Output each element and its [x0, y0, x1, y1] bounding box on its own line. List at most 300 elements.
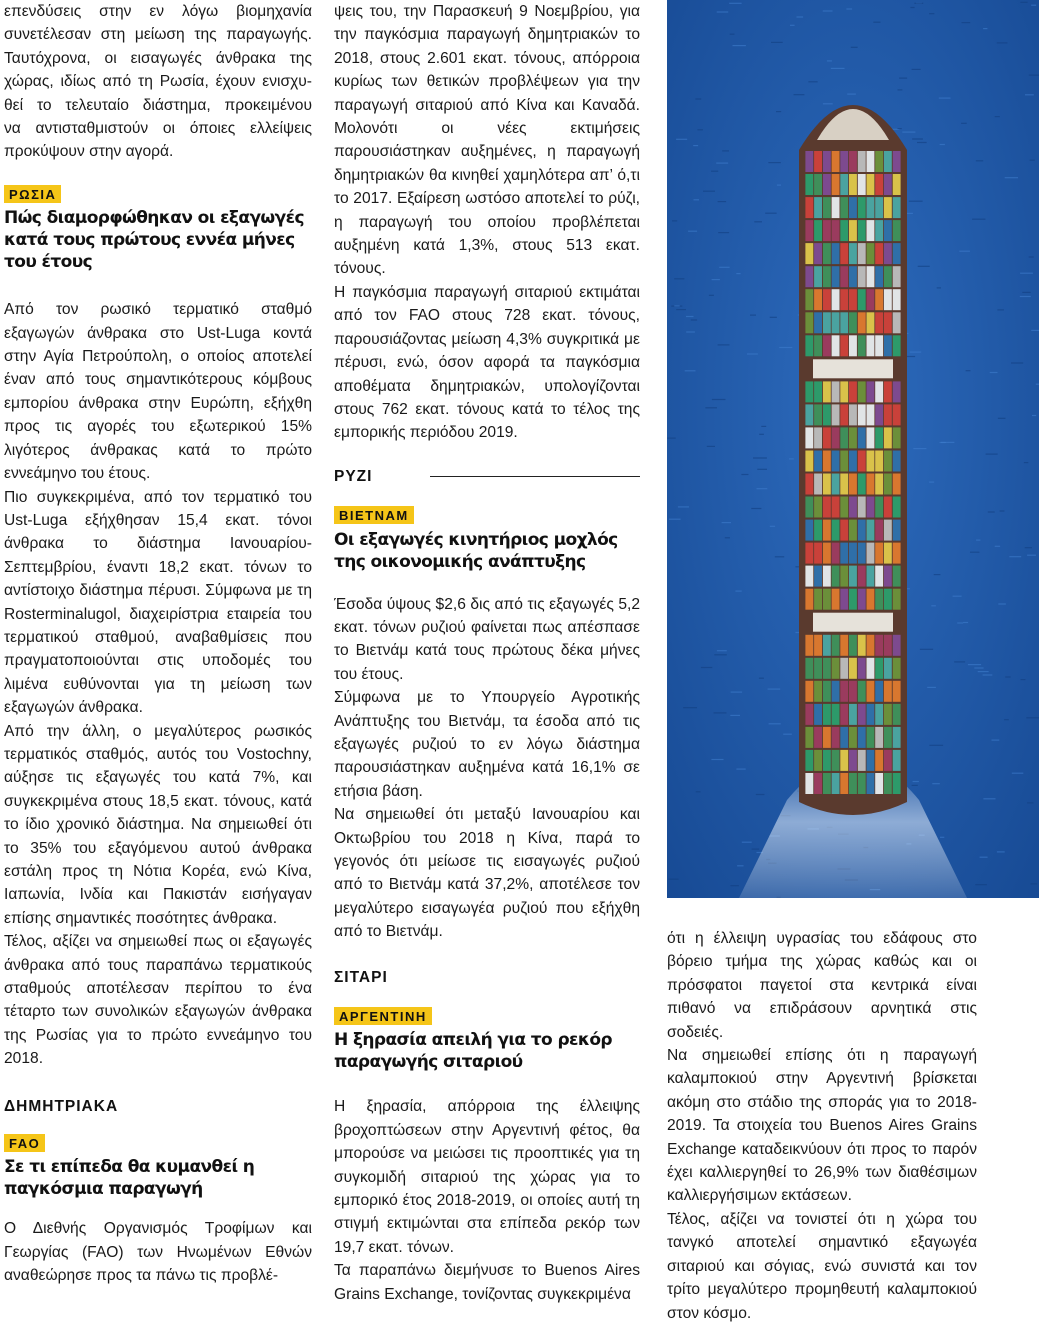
container: [893, 520, 901, 541]
container: [849, 520, 857, 541]
container: [832, 543, 840, 564]
wave-mark: [912, 785, 918, 786]
wave-mark: [771, 42, 783, 43]
container: [884, 174, 892, 195]
container: [893, 220, 901, 241]
container: [814, 773, 822, 794]
container: [875, 243, 883, 264]
container: [893, 151, 901, 172]
container: [858, 335, 866, 356]
wave-mark: [1031, 883, 1038, 884]
container: [823, 335, 831, 356]
wave-mark: [769, 723, 781, 724]
container: [875, 266, 883, 287]
wave-mark: [997, 42, 1008, 43]
wave-mark: [898, 128, 902, 129]
container: [805, 681, 813, 702]
container: [858, 151, 866, 172]
wave-mark: [719, 267, 729, 268]
wave-mark: [995, 546, 1000, 547]
wave-mark: [962, 22, 971, 23]
container: [849, 543, 857, 564]
wave-mark: [693, 145, 698, 146]
wave-mark: [1027, 802, 1033, 803]
container: [875, 750, 883, 771]
wave-mark: [1032, 415, 1036, 416]
container: [867, 312, 875, 333]
wave-mark: [910, 352, 922, 353]
russia-paragraph-1: Από τον ρωσικό τερματικό σταθμό εξαγωγών άνθρακα στο Ust-Luga κοντά στην Αγία Πετρούπολη, ο οποίος αποτελεί έναν από τους σημαντικότερους κόμβους εμπορίου άνθρακα στην Ευρώπη, εξήχθη προς τις αγορές του εξωτερικού 15% λιγότερος άνθρακας κατά το πρώτο εννεάμηνο του έτους.: [4, 301, 312, 483]
container: [849, 727, 857, 748]
container: [893, 773, 901, 794]
container: [832, 589, 840, 610]
container: [823, 312, 831, 333]
container: [858, 289, 866, 310]
intro-line: θεί το τελευταίο διάστημα, προκειμένου: [4, 96, 312, 114]
container: [832, 289, 840, 310]
wave-mark: [730, 715, 740, 716]
container: [832, 773, 840, 794]
wave-mark: [674, 278, 684, 279]
wave-mark: [667, 438, 676, 439]
container: [814, 497, 822, 518]
container: [867, 266, 875, 287]
container: [849, 635, 857, 656]
container: [805, 243, 813, 264]
container: [849, 174, 857, 195]
intro-line: Ταυτόχρονα, οι εισαγωγές άνθρακα της: [4, 49, 312, 67]
container: [858, 427, 866, 448]
wave-mark: [902, 132, 915, 133]
wave-mark: [1030, 160, 1035, 161]
container: [823, 451, 831, 472]
container: [893, 197, 901, 218]
container: [893, 589, 901, 610]
container: [875, 658, 883, 679]
container: [832, 520, 840, 541]
wave-mark: [1025, 94, 1034, 95]
wave-mark: [789, 458, 794, 459]
intro-line: συνετέλεσαν στη μείωση της παραγωγής.: [4, 26, 312, 44]
wave-mark: [717, 11, 729, 12]
fao-paragraph-1: Ο Διεθνής Οργανισμός Τροφίμων και Γεωργίας (FAO) των Ηνωμένων Εθνών αναθεώρησε προς τα πάνω τις προβλέ-: [4, 1220, 312, 1285]
wave-mark: [685, 370, 696, 371]
container: [867, 681, 875, 702]
container: [884, 658, 892, 679]
container: [805, 335, 813, 356]
container: [858, 520, 866, 541]
wave-mark: [1012, 773, 1024, 774]
container: [823, 197, 831, 218]
ship-superstructure: [813, 613, 893, 632]
wave-mark: [937, 287, 941, 288]
container: [823, 427, 831, 448]
wave-mark: [823, 10, 833, 11]
container: [849, 427, 857, 448]
container: [805, 727, 813, 748]
wave-mark: [953, 596, 962, 597]
wave-mark: [718, 201, 727, 202]
wave-mark: [831, 68, 845, 69]
container: [884, 773, 892, 794]
wave-mark: [1011, 362, 1023, 363]
container: [875, 681, 883, 702]
fao-paragraph-2: Η παγκόσμια παραγωγή σιταριού εκτιμάται από τον FAO στους 728 εκατ. τόνους, παρουσιάζοντας μείωση 4,3% συγκριτικά με πέρυσι, ενώ, όσον αφορά τα παγκόσμια αποθέματα δημητριακών, υπολογίζονται στους 762 εκατ. τόνους κατά το τέλος της εμπορικής περιόδου 2019.: [334, 283, 640, 442]
wave-mark: [756, 794, 765, 795]
vietnam-paragraph-3: Να σημειωθεί ότι μεταξύ Ιανουαρίου και Οκτωβρίου του 2018 η Κίνα, παρά το γεγονός ότι μείωσε τις εισαγωγές ρυζιού από το Βιετνάμ κατά 37,2%, αποτέλεσε τον μεγαλύτερο εισαγωγέα ρυζιού που εξήχθη από το Βιετνάμ.: [334, 806, 640, 941]
container: [832, 335, 840, 356]
container: [823, 243, 831, 264]
container: [840, 681, 848, 702]
wave-mark: [725, 537, 730, 538]
container: [823, 497, 831, 518]
container: [814, 404, 822, 425]
wave-mark: [957, 622, 963, 623]
wave-mark: [759, 434, 764, 435]
vietnam-tag: ΒΙΕΤΝΑΜ: [334, 506, 414, 524]
container: [884, 335, 892, 356]
container: [814, 266, 822, 287]
wave-mark: [934, 574, 941, 575]
container: [849, 497, 857, 518]
wave-mark: [722, 522, 731, 523]
container: [832, 451, 840, 472]
container: [867, 566, 875, 587]
container: [840, 704, 848, 725]
wave-mark: [931, 605, 936, 606]
container: [875, 197, 883, 218]
wave-mark: [1004, 719, 1009, 720]
container: [867, 750, 875, 771]
wave-mark: [932, 783, 940, 784]
container: [884, 404, 892, 425]
container: [840, 427, 848, 448]
container: [823, 520, 831, 541]
wave-mark: [686, 316, 694, 317]
container: [840, 151, 848, 172]
container: [893, 727, 901, 748]
container: [849, 289, 857, 310]
container: [884, 427, 892, 448]
container: [840, 312, 848, 333]
container: [840, 335, 848, 356]
container: [805, 451, 813, 472]
wave-mark: [998, 418, 1006, 419]
container: [867, 451, 875, 472]
container: [884, 197, 892, 218]
wave-mark: [1005, 676, 1010, 677]
container: [893, 543, 901, 564]
wave-mark: [976, 540, 980, 541]
container: [867, 220, 875, 241]
container: [858, 635, 866, 656]
container: [875, 589, 883, 610]
container: [823, 404, 831, 425]
wave-mark: [790, 25, 795, 26]
container: [814, 243, 822, 264]
wave-mark: [983, 674, 993, 675]
container: [840, 266, 848, 287]
container: [840, 289, 848, 310]
container: [805, 497, 813, 518]
container: [840, 497, 848, 518]
wave-mark: [1021, 679, 1026, 680]
container: [805, 220, 813, 241]
container: [849, 312, 857, 333]
wave-mark: [717, 650, 727, 651]
container: [805, 658, 813, 679]
container: [867, 497, 875, 518]
wave-mark: [736, 273, 740, 274]
argentina-paragraph-2: Τα παραπάνω διεμήνυσε το Buenos Aires Grains Exchange, τονίζοντας συγκεκριμένα: [334, 1262, 640, 1303]
wave-mark: [691, 319, 697, 320]
wave-mark: [711, 171, 718, 172]
wave-mark: [1029, 75, 1039, 76]
ship-illustration: [667, 0, 1039, 898]
container: [840, 589, 848, 610]
container: [832, 404, 840, 425]
wave-mark: [941, 442, 955, 443]
container: [823, 174, 831, 195]
wave-mark: [761, 426, 766, 427]
wave-mark: [672, 220, 677, 221]
container: [849, 566, 857, 587]
container: [814, 566, 822, 587]
wave-mark: [716, 163, 728, 164]
container: [884, 451, 892, 472]
wave-mark: [735, 591, 741, 592]
wave-mark: [757, 469, 767, 470]
russia-paragraph-4: Τέλος, αξίζει να σημειωθεί πως οι εξαγωγές άνθρακα από τους παραπάνω τερματικούς σταθμούς αποτέλεσαν περίπου το ένα τέταρτο των συνολικών εξαγωγών άνθρακα της Ρωσίας για το πρώτο εννεάμηνο του 2018.: [4, 933, 312, 1068]
container: [884, 381, 892, 402]
wave-mark: [668, 879, 678, 880]
wave-mark: [718, 232, 729, 233]
wave-mark: [1009, 556, 1021, 557]
container: [884, 497, 892, 518]
container: [823, 381, 831, 402]
container: [805, 750, 813, 771]
container: [849, 681, 857, 702]
container: [814, 451, 822, 472]
container: [814, 681, 822, 702]
container: [832, 174, 840, 195]
wave-mark: [730, 34, 735, 35]
wave-mark: [752, 849, 760, 850]
container: [893, 266, 901, 287]
container: [858, 404, 866, 425]
container: [823, 704, 831, 725]
container: [875, 497, 883, 518]
container: [893, 658, 901, 679]
container: [840, 451, 848, 472]
intro-line: χώρας, ιδίως από τη Ρωσία, έχουν ενισχυ-: [4, 73, 312, 91]
wheat-section-title: ΣΙΤΑΡΙ: [334, 968, 388, 986]
container: [832, 197, 840, 218]
container: [823, 151, 831, 172]
container: [884, 589, 892, 610]
wave-mark: [1031, 5, 1036, 6]
container: [858, 566, 866, 587]
container: [849, 658, 857, 679]
container: [849, 220, 857, 241]
container: [858, 543, 866, 564]
container: [858, 589, 866, 610]
container: [805, 381, 813, 402]
container: [875, 773, 883, 794]
wave-mark: [783, 734, 792, 735]
argentina-paragraph-1: Η ξηρασία, απόρροια της έλλειψης βροχοπτώσεων στην Αργεντινή φέτος, θα μπορούσε να μειώσει τις προοπτικές για τη συγκομιδή σιταριού της χώρας για το εμπορικό έτος 2018-2019, οι οποίες αυτή τη στιγμή εκτιμώνται στα επίπεδα ρεκόρ των 19,7 εκατ. τόνων.: [334, 1098, 640, 1256]
container: [858, 474, 866, 495]
wave-mark: [770, 317, 777, 318]
wave-mark: [669, 519, 681, 520]
container: [823, 727, 831, 748]
rice-section-header: [334, 465, 640, 488]
argentina-paragraph-4: Τέλος, αξίζει να τονιστεί ότι η χώρα του τανγκό αποτελεί σημαντικό εξαγωγέα σιταριού και σόγιας, ενώ συνιστά και τον τρίτο μεγαλύτερο προμηθευτή καλαμποκιού στον κόσμο.: [667, 1210, 977, 1322]
container: [849, 266, 857, 287]
column-2: [334, 0, 640, 1306]
wave-mark: [736, 769, 745, 770]
wave-mark: [750, 315, 756, 316]
wave-mark: [972, 219, 985, 220]
container: [875, 335, 883, 356]
container: [875, 474, 883, 495]
vietnam-headline: Οι εξαγωγές κινητήριος μοχλός της οικονομικής ανάπτυξης: [334, 529, 618, 572]
wave-mark: [988, 511, 995, 512]
wave-mark: [990, 372, 998, 373]
wave-mark: [970, 552, 979, 553]
wave-mark: [847, 94, 856, 95]
wave-mark: [737, 865, 743, 866]
wave-mark: [917, 142, 927, 143]
wave-mark: [997, 851, 1005, 852]
intro-paragraph: [4, 0, 312, 164]
container: [867, 289, 875, 310]
wave-mark: [705, 407, 717, 408]
container: [814, 427, 822, 448]
wave-mark: [961, 123, 967, 124]
wave-mark: [914, 3, 923, 4]
container: [884, 566, 892, 587]
container: [840, 543, 848, 564]
container: [867, 704, 875, 725]
container: [823, 220, 831, 241]
wave-mark: [731, 692, 743, 693]
wave-mark: [768, 689, 781, 690]
column-1: [4, 0, 312, 1288]
container-ship-photo: [667, 0, 1039, 898]
wave-mark: [808, 81, 817, 82]
section-divider: [430, 476, 640, 477]
container: [875, 427, 883, 448]
fao-headline: Σε τι επίπεδα θα κυμανθεί η παγκόσμια παραγωγή: [4, 1157, 255, 1200]
container: [832, 151, 840, 172]
argentina-paragraph-2-continued: ότι η έλλειψη υγρασίας του εδάφους στο βόρειο τμήμα της χώρας καθώς και οι πρόσφατοι παγετοί στα κεντρικά είναι πιθανό να επιδράσουν αρνητικά στις σοδειές.: [667, 930, 977, 1041]
container: [805, 266, 813, 287]
wave-mark: [983, 28, 987, 29]
wave-mark: [1020, 296, 1031, 297]
container: [814, 750, 822, 771]
container: [867, 543, 875, 564]
container: [867, 589, 875, 610]
container: [867, 658, 875, 679]
wave-mark: [975, 884, 987, 885]
container: [858, 681, 866, 702]
container: [875, 451, 883, 472]
container: [849, 750, 857, 771]
wave-mark: [770, 526, 775, 527]
wave-mark: [963, 622, 968, 623]
container: [823, 566, 831, 587]
wave-mark: [974, 667, 983, 668]
container: [814, 335, 822, 356]
container: [884, 312, 892, 333]
wave-mark: [968, 664, 981, 665]
container: [832, 681, 840, 702]
container: [893, 427, 901, 448]
wave-mark: [676, 139, 687, 140]
container: [875, 404, 883, 425]
wave-mark: [729, 3, 741, 4]
container: [884, 520, 892, 541]
wave-mark: [703, 191, 715, 192]
vietnam-paragraph-2: Σύμφωνα με το Υπουργείο Αγροτικής Ανάπτυξης του Βιετνάμ, τα έσοδα από τις εξαγωγές ρυζιού το εν λόγω διάστημα παρουσιάστηκαν αυξημένα κατά 16,1% σε ετήσια βάση.: [334, 689, 640, 800]
container: [823, 266, 831, 287]
container: [849, 474, 857, 495]
container: [875, 289, 883, 310]
container: [814, 474, 822, 495]
container: [805, 312, 813, 333]
wave-mark: [1022, 292, 1030, 293]
container: [867, 381, 875, 402]
container: [805, 174, 813, 195]
container: [814, 520, 822, 541]
fao-paragraph-1-continued: ψεις του, την Παρασκευή 9 Νοεμβρίου, για την παγκόσμια παραγωγή δημητριακών το 2018, στους 2.601 εκατ. τόνους, απόρροια κυρίως των θετικών προβλέψεων για την παραγωγή σιταριού από Κίνα και Καναδά. Μολονότι οι νέες εκτιμήσεις παρουσιάστηκαν αυξημένες, η παραγωγή δημητριακών θα κινηθεί χαμηλότερα απ’ ό,τι το 2017. Εξαίρεση ωστόσο αποτελεί το ρύζι, η παραγωγή του οποίου προβλέπεται αυξημένη κατά 1,3%, στους 513 εκατ. τόνους.: [334, 3, 640, 278]
wave-mark: [709, 295, 714, 296]
wave-mark: [940, 144, 945, 145]
container: [875, 543, 883, 564]
wave-mark: [707, 446, 715, 447]
container: [867, 335, 875, 356]
intro-line: προκύψουν στην αγορά.: [4, 143, 174, 161]
container: [805, 543, 813, 564]
container: [840, 381, 848, 402]
wave-mark: [730, 885, 739, 886]
wave-mark: [779, 347, 792, 348]
wave-mark: [776, 111, 781, 112]
container: [858, 220, 866, 241]
container: [805, 589, 813, 610]
container: [858, 266, 866, 287]
container: [840, 174, 848, 195]
wave-mark: [976, 160, 983, 161]
container: [875, 566, 883, 587]
wave-mark: [998, 603, 1006, 604]
container: [832, 220, 840, 241]
container: [884, 543, 892, 564]
container: [884, 727, 892, 748]
container: [858, 658, 866, 679]
russia-paragraph-3: Από την άλλη, ο μεγαλύτερος ρωσικός τερματικός σταθμός, αυτός του Vostochny, αύξησε τις εξαγωγές του κατά 7%, και συγκεκριμένα στους 18,5 εκατ. τόνους, κατά το ίδιο χρονικό διάστημα. Να σημειωθεί ότι το 35% του εξαγόμενου αυτού άνθρακα εστάλη προς τη Νότια Κορέα, ενώ Κίνα, Ιαπωνία, Ινδία και Πακιστάν εισήγαγαν επίσης σημαντικές ποσότητες άνθρακα.: [4, 722, 312, 927]
container: [867, 474, 875, 495]
container: [814, 543, 822, 564]
wave-mark: [997, 309, 1004, 310]
container: [840, 658, 848, 679]
argentina-paragraph-3: Να σημειωθεί επίσης ότι η παραγωγή καλαμποκιού στην Αργεντινή βρίσκεται ακόμη στο στάδιο της σποράς για το 2018-2019. Τα στοιχεία του Buenos Aires Grains Exchange καταδεικνύουν ότι προς το παρόν έχει καλλιεργηθεί το 26,9% των διαθέσιμων καλλιεργήσιμων εκτάσεων.: [667, 1047, 977, 1205]
container: [867, 773, 875, 794]
container: [849, 197, 857, 218]
container: [893, 404, 901, 425]
container: [823, 773, 831, 794]
